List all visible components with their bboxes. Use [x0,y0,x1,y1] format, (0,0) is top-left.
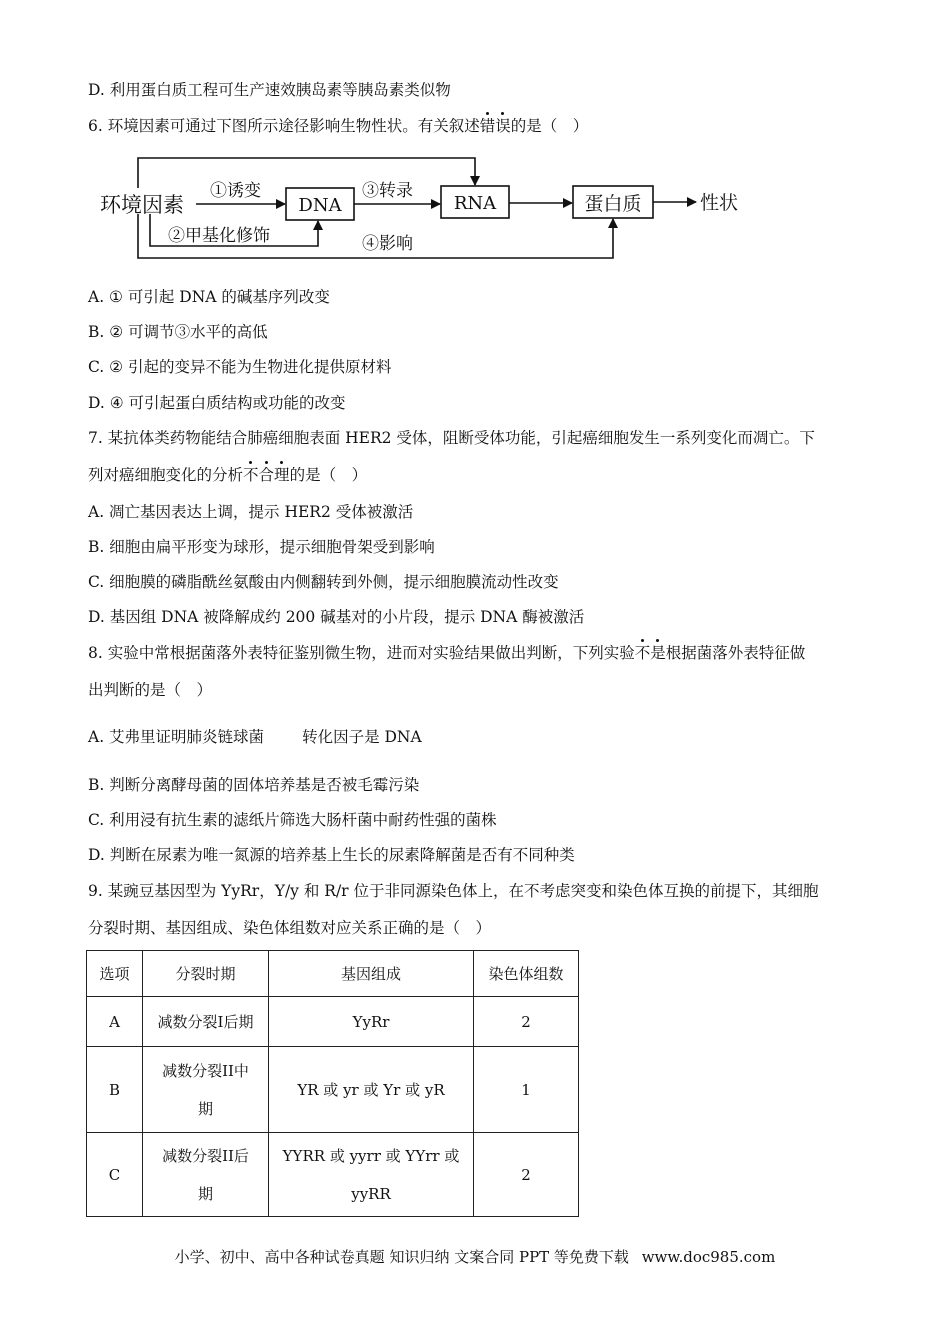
q6-stem: 6. 环境因素可通过下图所示途径影响生物性状。有关叙述错误的是（ ） [88,117,589,135]
q8-option-b: B. 判断分离酵母菌的固体培养基是否被毛霉污染 [88,776,420,794]
footer-text: 小学、初中、高中各种试卷真题 知识归纳 文案合同 PPT 等免费下载 [174,1248,629,1266]
q8-option-c: C. 利用浸有抗生素的滤纸片筛选大肠杆菌中耐药性强的菌株 [88,811,497,829]
table-row [87,1047,579,1133]
q6-option-d: D. ④ 可引起蛋白质结构或功能的改变 [88,394,346,412]
q8-stem-line2: 出判断的是（ ） [88,681,213,699]
rna-label: RNA [453,193,497,214]
protein-label: 蛋白质 [584,193,642,215]
q6-pathway-diagram [96,148,756,266]
env-factor-label: 环境因素 [100,193,184,217]
row-c-sets: 2 [474,1133,579,1217]
table-row [87,1133,579,1217]
header-option: 选项 [87,951,143,997]
q9-stem-line2: 分裂时期、基因组成、染色体组数对应关系正确的是（ ） [88,919,492,937]
q6-option-c: C. ② 引起的变异不能为生物进化提供原材料 [88,358,392,376]
page-footer [0,1246,950,1267]
q8-option-a: A. 艾弗里证明肺炎链球菌 转化因子是 DNA [88,728,422,746]
q7-option-d: D. 基因组 DNA 被降解成约 200 碱基对的小片段，提示 DNA 酶被激活 [88,608,585,626]
dna-label: DNA [298,195,342,216]
q6-option-b: B. ② 可调节③水平的高低 [88,323,268,341]
q8-option-d: D. 判断在尿素为唯一氮源的培养基上生长的尿素降解菌是否有不同种类 [88,846,575,864]
q8-stem-line1: 8. 实验中常根据菌落外表特征鉴别微生物，进而对实验结果做出判断，下列实验不是根据菌落外表特征做 [88,644,806,662]
row-b-genes: YR 或 yr 或 Yr 或 yR [269,1047,474,1133]
table-header-row [87,951,579,997]
row-a-option: A [87,997,143,1047]
label-transcription: ③转录 [362,181,413,201]
row-b-option: B [87,1047,143,1133]
row-c-period: 减数分裂II后 期 [143,1133,269,1217]
header-period: 分裂时期 [143,951,269,997]
q7-option-b: B. 细胞由扁平形变为球形，提示细胞骨架受到影响 [88,538,435,556]
row-b-period: 减数分裂II中 期 [143,1047,269,1133]
header-genes: 基因组成 [269,951,474,997]
row-a-period: 减数分裂I后期 [143,997,269,1047]
q7-stem-line1: 7. 某抗体类药物能结合肺癌细胞表面 HER2 受体，阻断受体功能，引起癌细胞发生一系列变化而凋亡。下 [88,429,815,447]
q7-stem-line2: 列对癌细胞变化的分析不合理的是（ ） [88,466,368,484]
label-mutagenesis: ①诱变 [210,181,261,201]
footer-url[interactable]: www.doc985.com [641,1248,776,1266]
q5-option-d: D. 利用蛋白质工程可生产速效胰岛素等胰岛素类似物 [88,81,451,99]
arrow-env-to-rna [138,158,475,188]
header-sets: 染色体组数 [474,951,579,997]
row-b-sets: 1 [474,1047,579,1133]
row-a-sets: 2 [474,997,579,1047]
trait-label: 性状 [700,192,739,214]
row-c-genes: YYRR 或 yyrr 或 YYrr 或 yyRR [269,1133,474,1217]
row-a-genes: YyRr [269,997,474,1047]
q9-table [86,950,579,1217]
q6-option-a: A. ① 可引起 DNA 的碱基序列改变 [88,288,330,306]
label-influence: ④影响 [362,234,413,254]
q9-stem-line1: 9. 某豌豆基因型为 YyRr，Y/y 和 R/r 位于非同源染色体上，在不考虑突变和染色体互换的前提下，其细胞 [88,882,819,900]
table-row [87,997,579,1047]
row-c-option: C [87,1133,143,1217]
q7-option-a: A. 凋亡基因表达上调，提示 HER2 受体被激活 [88,503,414,521]
label-methylation: ②甲基化修饰 [168,226,270,246]
q7-option-c: C. 细胞膜的磷脂酰丝氨酸由内侧翻转到外侧，提示细胞膜流动性改变 [88,573,559,591]
